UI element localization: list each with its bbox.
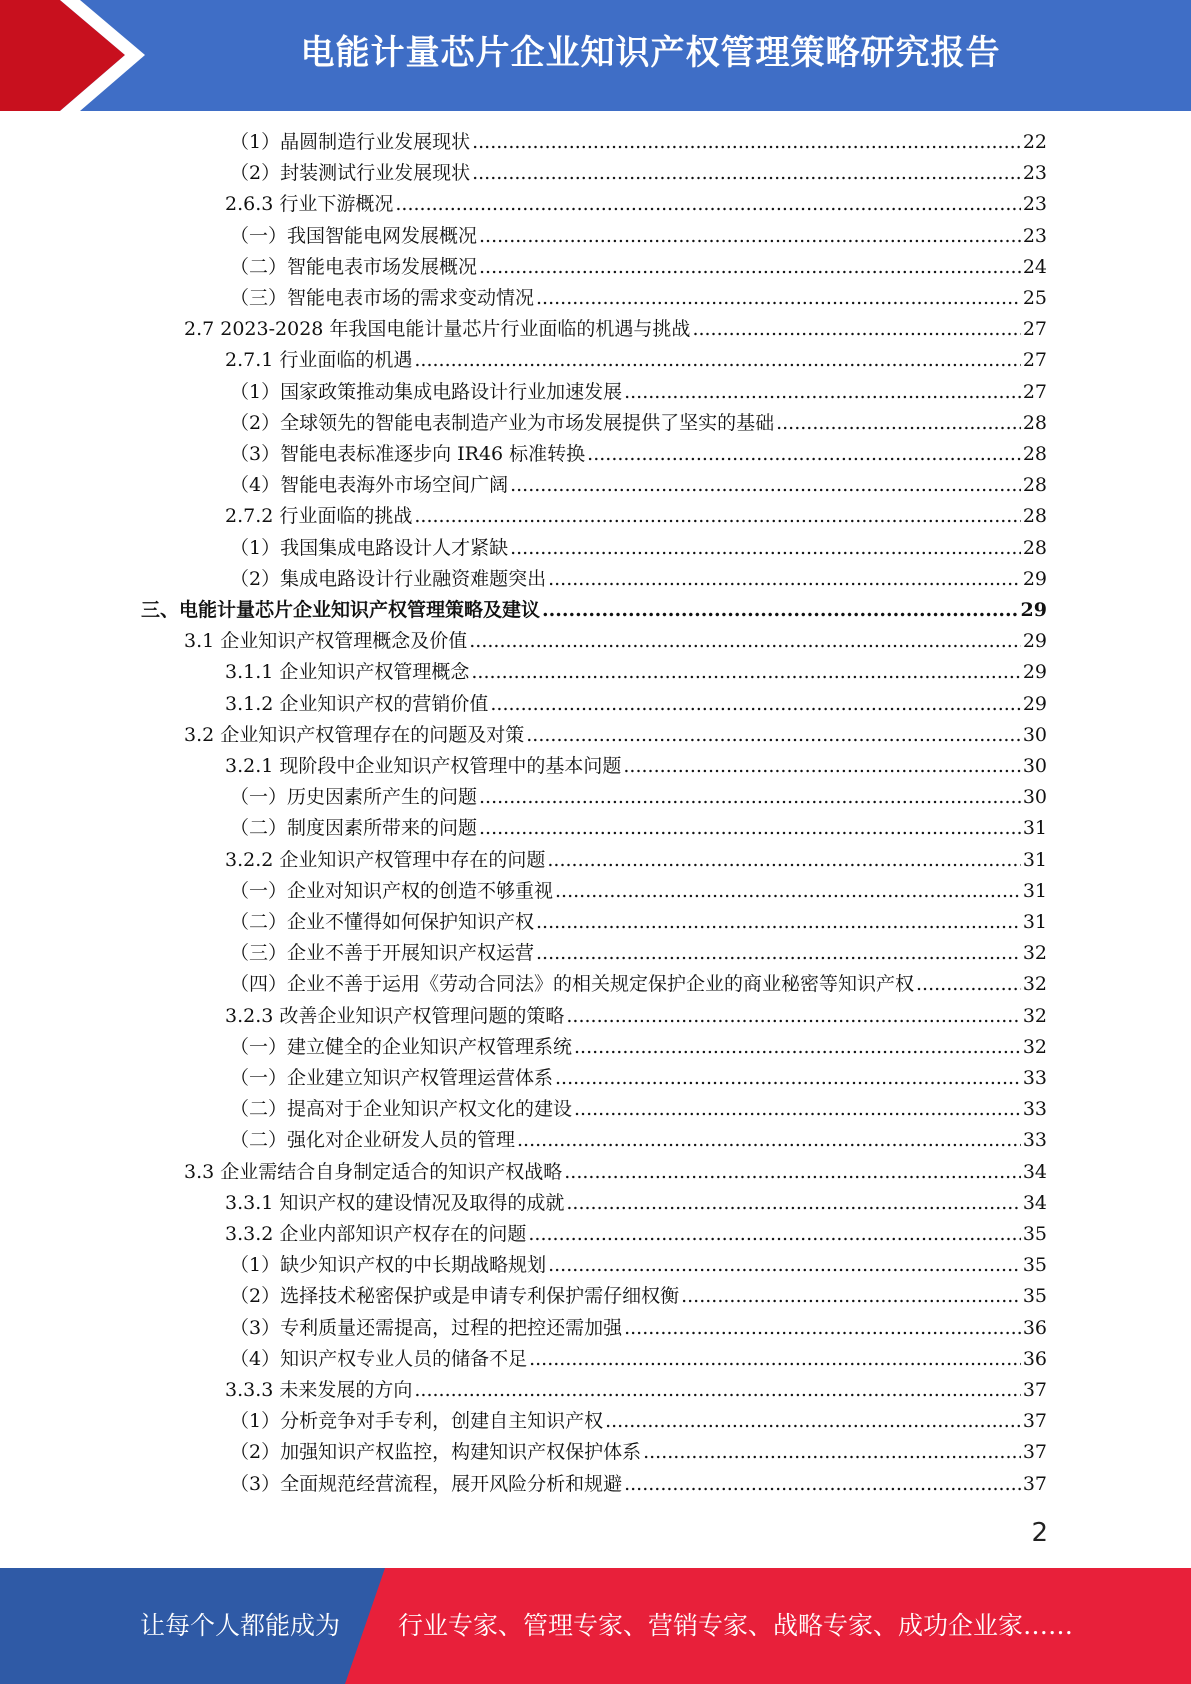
toc-entry-title: 3.3.3 未来发展的方向 bbox=[225, 1379, 413, 1401]
toc-entry-page: 32 bbox=[1022, 1004, 1047, 1027]
toc-entry-title: （二）智能电表市场发展概况 bbox=[230, 255, 478, 278]
toc-entry[interactable] bbox=[230, 1344, 1047, 1375]
page-number: 2 bbox=[1031, 1518, 1048, 1548]
toc-entry-title: （一）企业对知识产权的创造不够重视 bbox=[230, 879, 554, 902]
toc-entry[interactable] bbox=[225, 1375, 1047, 1406]
toc-entry-title: 3.2.3 改善企业知识产权管理问题的策略 bbox=[225, 1004, 565, 1027]
toc-entry[interactable] bbox=[184, 626, 1047, 657]
page-footer bbox=[0, 1568, 1191, 1684]
page-header bbox=[0, 0, 1191, 111]
toc-entry-page: 23 bbox=[1022, 193, 1047, 216]
toc-entry-page: 30 bbox=[1022, 786, 1047, 809]
toc-entry-page: 28 bbox=[1022, 505, 1047, 528]
toc-entry-title: 3.3.1 知识产权的建设情况及取得的成就 bbox=[225, 1191, 565, 1214]
toc-entry[interactable] bbox=[230, 938, 1047, 969]
toc-entry[interactable] bbox=[225, 657, 1047, 688]
toc-entry-title: 3.3.2 企业内部知识产权存在的问题 bbox=[225, 1223, 527, 1245]
toc-entry[interactable] bbox=[225, 845, 1047, 876]
toc-entry[interactable] bbox=[230, 876, 1047, 907]
toc-entry[interactable] bbox=[230, 782, 1047, 813]
toc-dot-leader bbox=[574, 1032, 1021, 1063]
toc-dot-leader bbox=[490, 689, 1020, 720]
toc-dot-leader bbox=[517, 1125, 1021, 1156]
toc-entry[interactable] bbox=[230, 969, 1047, 1000]
toc-entry-page: 29 bbox=[1022, 567, 1047, 590]
toc-entry-title: 3.3 企业需结合自身制定适合的知识产权战略 bbox=[184, 1160, 563, 1183]
toc-entry[interactable] bbox=[230, 1250, 1047, 1281]
toc-entry-title: （一）企业建立知识产权管理运营体系 bbox=[230, 1067, 554, 1089]
toc-entry-page: 37 bbox=[1022, 1410, 1047, 1433]
toc-entry-title: （3）智能电表标准逐步向 IR46 标准转换 bbox=[230, 443, 586, 465]
toc-dot-leader bbox=[542, 595, 1019, 626]
toc-dot-leader bbox=[395, 189, 1020, 220]
toc-dot-leader bbox=[564, 1157, 1021, 1188]
toc-entry-title: （二）提高对于企业知识产权文化的建设 bbox=[230, 1098, 573, 1121]
toc-entry-title: （三）智能电表市场的需求变动情况 bbox=[230, 287, 535, 309]
toc-entry-title: （四）企业不善于运用《劳动合同法》的相关规定保护企业的商业秘密等知识产权 bbox=[230, 973, 915, 996]
report-title: 电能计量芯片企业知识产权管理策略研究报告 bbox=[300, 33, 1001, 73]
toc-entry[interactable] bbox=[230, 283, 1047, 314]
toc-dot-leader bbox=[526, 720, 1021, 751]
toc-entry-title: （2）集成电路设计行业融资难题突出 bbox=[230, 567, 547, 590]
toc-entry-page: 23 bbox=[1022, 224, 1047, 247]
toc-dot-leader bbox=[624, 1313, 1021, 1344]
toc-entry[interactable] bbox=[184, 1157, 1047, 1188]
toc-entry[interactable] bbox=[225, 751, 1047, 782]
toc-entry-page: 27 bbox=[1022, 380, 1047, 403]
toc-dot-leader bbox=[471, 657, 1020, 688]
toc-dot-leader bbox=[548, 1250, 1021, 1281]
toc-dot-leader bbox=[510, 470, 1021, 501]
toc-dot-leader bbox=[414, 345, 1020, 376]
toc-entry-page: 25 bbox=[1022, 287, 1047, 309]
toc-dot-leader bbox=[414, 1375, 1020, 1406]
toc-entry-page: 23 bbox=[1022, 162, 1047, 185]
footer-slogan-right: 行业专家、管理专家、营销专家、战略专家、成功企业家…… bbox=[398, 1611, 1074, 1640]
toc-entry-title: 3.2.1 现阶段中企业知识产权管理中的基本问题 bbox=[225, 755, 622, 777]
footer-slogan-left: 让每个人都能成为 bbox=[140, 1611, 341, 1640]
toc-entry-title: （2）全球领先的智能电表制造产业为市场发展提供了坚实的基础 bbox=[230, 411, 775, 434]
toc-entry[interactable] bbox=[225, 1001, 1047, 1032]
toc-dot-leader bbox=[472, 127, 1021, 158]
toc-entry-title: （三）企业不善于开展知识产权运营 bbox=[230, 942, 535, 965]
toc-entry-title: （1）国家政策推动集成电路设计行业加速发展 bbox=[230, 380, 623, 403]
toc-entry[interactable] bbox=[230, 1406, 1047, 1437]
toc-entry-page: 30 bbox=[1022, 755, 1047, 777]
toc-entry[interactable] bbox=[230, 158, 1047, 189]
toc-dot-leader bbox=[624, 1469, 1021, 1500]
toc-entry-title: （1）我国集成电路设计人才紧缺 bbox=[230, 536, 509, 559]
toc-dot-leader bbox=[566, 1001, 1020, 1032]
toc-entry[interactable] bbox=[230, 907, 1047, 938]
toc-entry[interactable] bbox=[230, 439, 1047, 470]
toc-entry-page: 36 bbox=[1022, 1316, 1047, 1339]
toc-entry-page: 35 bbox=[1022, 1223, 1047, 1245]
toc-entry-title: 3.1.1 企业知识产权管理概念 bbox=[225, 661, 470, 684]
toc-dot-leader bbox=[479, 221, 1021, 252]
toc-entry-page: 37 bbox=[1022, 1472, 1047, 1495]
toc-dot-leader bbox=[681, 1281, 1021, 1312]
toc-entry[interactable] bbox=[141, 595, 1047, 626]
toc-entry-page: 32 bbox=[1022, 1035, 1047, 1058]
toc-entry-title: 3.1 企业知识产权管理概念及价值 bbox=[184, 630, 468, 653]
toc-entry-title: （一）历史因素所产生的问题 bbox=[230, 786, 478, 809]
toc-entry-page: 34 bbox=[1022, 1160, 1047, 1183]
toc-entry-title: （2）加强知识产权监控，构建知识产权保护体系 bbox=[230, 1441, 642, 1464]
toc-entry-page: 22 bbox=[1022, 131, 1047, 153]
toc-entry-page: 36 bbox=[1022, 1347, 1047, 1370]
toc-entry[interactable] bbox=[230, 1313, 1047, 1344]
toc-entry-page: 37 bbox=[1022, 1379, 1047, 1401]
toc-dot-leader bbox=[916, 969, 1021, 1000]
toc-entry[interactable] bbox=[230, 1469, 1047, 1500]
toc-entry[interactable] bbox=[225, 1188, 1047, 1219]
toc-entry-title: （一）建立健全的企业知识产权管理系统 bbox=[230, 1035, 573, 1058]
toc-entry[interactable] bbox=[230, 252, 1047, 283]
toc-entry-title: 2.6.3 行业下游概况 bbox=[225, 193, 394, 216]
toc-dot-leader bbox=[469, 626, 1021, 657]
toc-dot-leader bbox=[536, 938, 1021, 969]
toc-dot-leader bbox=[548, 564, 1021, 595]
toc-dot-leader bbox=[414, 501, 1020, 532]
toc-entry[interactable] bbox=[225, 501, 1047, 532]
toc-entry[interactable] bbox=[230, 470, 1047, 501]
toc-entry-title: 3.1.2 企业知识产权的营销价值 bbox=[225, 692, 489, 715]
toc-entry-title: 2.7 2023-2028 年我国电能计量芯片行业面临的机遇与挑战 bbox=[184, 318, 691, 341]
toc-entry[interactable] bbox=[225, 189, 1047, 220]
toc-entry-title: 2.7.1 行业面临的机遇 bbox=[225, 349, 413, 372]
toc-dot-leader bbox=[692, 314, 1020, 345]
toc-dot-leader bbox=[643, 1437, 1021, 1468]
toc-entry[interactable] bbox=[230, 408, 1047, 439]
toc-entry-page: 29 bbox=[1022, 630, 1047, 653]
toc-dot-leader bbox=[605, 1406, 1021, 1437]
toc-dot-leader bbox=[555, 876, 1021, 907]
toc-entry-page: 32 bbox=[1022, 942, 1047, 965]
toc-entry-page: 29 bbox=[1022, 692, 1047, 715]
toc-entry-page: 30 bbox=[1022, 723, 1047, 746]
toc-entry-title: （一）我国智能电网发展概况 bbox=[230, 224, 478, 247]
toc-dot-leader bbox=[623, 751, 1020, 782]
toc-entry-page: 27 bbox=[1022, 349, 1047, 372]
toc-dot-leader bbox=[479, 782, 1021, 813]
toc-entry-title: （1）分析竞争对手专利，创建自主知识产权 bbox=[230, 1410, 604, 1433]
header-arrow-decoration bbox=[0, 0, 160, 111]
toc-dot-leader bbox=[472, 158, 1021, 189]
toc-entry[interactable] bbox=[230, 1125, 1047, 1156]
toc-entry-page: 27 bbox=[1022, 318, 1047, 341]
toc-dot-leader bbox=[536, 907, 1021, 938]
toc-entry[interactable] bbox=[225, 689, 1047, 720]
toc-entry-page: 28 bbox=[1022, 536, 1047, 559]
toc-entry-page: 28 bbox=[1022, 474, 1047, 497]
toc-entry-page: 33 bbox=[1022, 1129, 1047, 1152]
toc-dot-leader bbox=[574, 1094, 1021, 1125]
toc-entry-title: （2）选择技术秘密保护或是申请专利保护需仔细权衡 bbox=[230, 1285, 680, 1308]
toc-entry-page: 31 bbox=[1022, 911, 1047, 933]
toc-dot-leader bbox=[776, 408, 1021, 439]
toc-dot-leader bbox=[510, 533, 1021, 564]
toc-entry-page: 32 bbox=[1022, 973, 1047, 996]
toc-entry[interactable] bbox=[230, 1094, 1047, 1125]
toc-entry[interactable] bbox=[184, 720, 1047, 751]
toc-entry-title: （4）知识产权专业人员的储备不足 bbox=[230, 1347, 528, 1370]
toc-entry-title: （2）封装测试行业发展现状 bbox=[230, 162, 471, 185]
toc-entry[interactable] bbox=[230, 1437, 1047, 1468]
toc-entry-title: （4）智能电表海外市场空间广阔 bbox=[230, 474, 509, 497]
toc-entry-page: 29 bbox=[1022, 661, 1047, 684]
toc-dot-leader bbox=[624, 377, 1021, 408]
toc-entry-page: 35 bbox=[1022, 1254, 1047, 1277]
toc-dot-leader bbox=[479, 252, 1021, 283]
toc-entry-page: 37 bbox=[1022, 1441, 1047, 1464]
toc-entry[interactable] bbox=[230, 1032, 1047, 1063]
toc-entry[interactable] bbox=[230, 377, 1047, 408]
toc-entry-page: 33 bbox=[1022, 1067, 1047, 1089]
toc-entry[interactable] bbox=[230, 564, 1047, 595]
toc-entry-title: （二）制度因素所带来的问题 bbox=[230, 817, 478, 840]
toc-dot-leader bbox=[587, 439, 1021, 470]
toc-entry-title: （二）强化对企业研发人员的管理 bbox=[230, 1129, 516, 1152]
toc-entry[interactable] bbox=[225, 1219, 1047, 1250]
toc-dot-leader bbox=[479, 813, 1021, 844]
toc-entry-page: 31 bbox=[1022, 879, 1047, 902]
toc-entry-page: 28 bbox=[1022, 411, 1047, 434]
toc-entry-title: （3）专利质量还需提高，过程的把控还需加强 bbox=[230, 1316, 623, 1339]
toc-entry-page: 28 bbox=[1022, 443, 1047, 465]
toc-entry[interactable] bbox=[230, 813, 1047, 844]
toc-entry[interactable] bbox=[230, 127, 1047, 158]
toc-entry[interactable] bbox=[230, 533, 1047, 564]
toc-entry[interactable] bbox=[230, 221, 1047, 252]
toc-entry-title: （二）企业不懂得如何保护知识产权 bbox=[230, 911, 535, 933]
toc-dot-leader bbox=[555, 1063, 1021, 1094]
toc-entry[interactable] bbox=[184, 314, 1047, 345]
toc-entry-title: 3.2 企业知识产权管理存在的问题及对策 bbox=[184, 723, 525, 746]
toc-dot-leader bbox=[529, 1344, 1021, 1375]
toc-entry-title: 3.2.2 企业知识产权管理中存在的问题 bbox=[225, 848, 546, 871]
toc-entry-page: 29 bbox=[1020, 599, 1047, 621]
toc-entry-page: 33 bbox=[1022, 1098, 1047, 1121]
toc-entry-title: （1）晶圆制造行业发展现状 bbox=[230, 131, 471, 153]
toc-dot-leader bbox=[536, 283, 1021, 314]
toc-entry-title: 2.7.2 行业面临的挑战 bbox=[225, 505, 413, 528]
toc-dot-leader bbox=[547, 845, 1020, 876]
toc-entry-title: 三、电能计量芯片企业知识产权管理策略及建议 bbox=[141, 599, 541, 621]
toc-dot-leader bbox=[566, 1188, 1020, 1219]
toc-entry[interactable] bbox=[225, 345, 1047, 376]
toc-entry-page: 24 bbox=[1022, 255, 1047, 278]
toc-entry-title: （3）全面规范经营流程，展开风险分析和规避 bbox=[230, 1472, 623, 1495]
toc-entry-page: 34 bbox=[1022, 1191, 1047, 1214]
toc-entry-page: 31 bbox=[1022, 848, 1047, 871]
toc-entry[interactable] bbox=[230, 1281, 1047, 1312]
toc-entry-page: 35 bbox=[1022, 1285, 1047, 1308]
toc-entry[interactable] bbox=[230, 1063, 1047, 1094]
toc-entry-page: 31 bbox=[1022, 817, 1047, 840]
toc-dot-leader bbox=[528, 1219, 1020, 1250]
toc-entry-title: （1）缺少知识产权的中长期战略规划 bbox=[230, 1254, 547, 1277]
